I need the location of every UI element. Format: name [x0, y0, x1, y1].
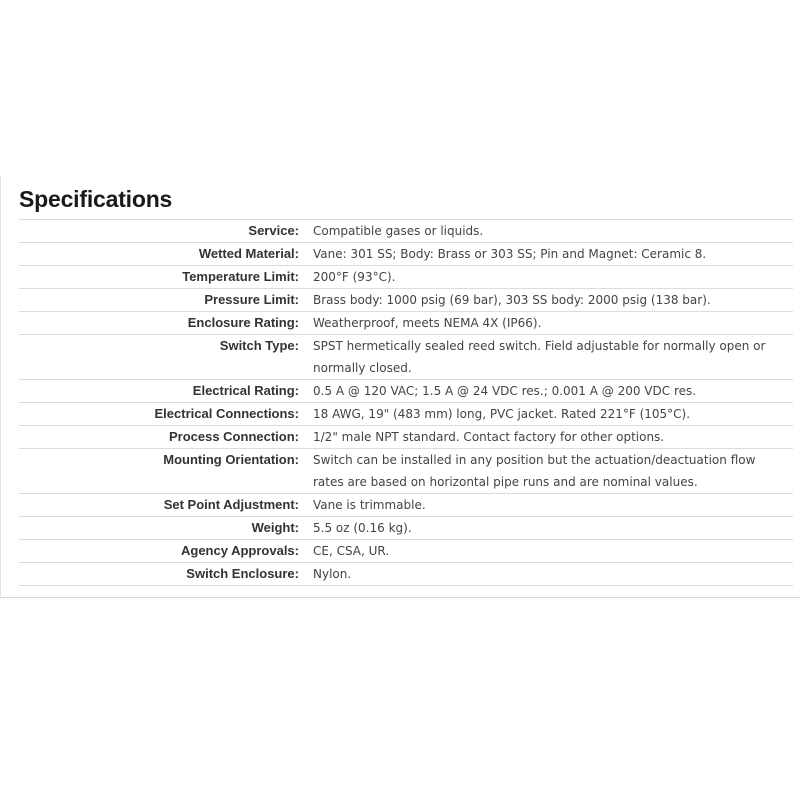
spec-value: Vane is trimmable. [313, 494, 793, 517]
spec-label: Service: [19, 220, 313, 243]
spec-value: SPST hermetically sealed reed switch. Field adjustable for normally open or normally closed. [313, 335, 793, 380]
spec-row-weight [19, 517, 793, 540]
spec-row-service [19, 220, 793, 243]
specifications-heading: Specifications [19, 186, 173, 212]
spec-value: 200°F (93°C). [313, 266, 793, 289]
spec-row-mounting-orientation [19, 449, 793, 494]
spec-value: 1/2" male NPT standard. Contact factory for other options. [313, 426, 793, 449]
spec-label: Switch Type: [19, 335, 313, 380]
spec-label: Electrical Connections: [19, 403, 313, 426]
spec-row-electrical-connections [19, 403, 793, 426]
spec-value: 0.5 A @ 120 VAC; 1.5 A @ 24 VDC res.; 0.001 A @ 200 VDC res. [313, 380, 793, 403]
spec-label: Temperature Limit: [19, 266, 313, 289]
spec-row-switch-enclosure [19, 563, 793, 586]
spec-label: Set Point Adjustment: [19, 494, 313, 517]
spec-value: Weatherproof, meets NEMA 4X (IP66). [313, 312, 793, 335]
spec-row-electrical-rating [19, 380, 793, 403]
spec-value: Nylon. [313, 563, 793, 586]
spec-value: Switch can be installed in any position but the actuation/deactuation flow rates are based on horizontal pipe runs and are nominal values. [313, 449, 793, 494]
spec-label: Switch Enclosure: [19, 563, 313, 586]
spec-value: Compatible gases or liquids. [313, 220, 793, 243]
spec-label: Enclosure Rating: [19, 312, 313, 335]
spec-label: Pressure Limit: [19, 289, 313, 312]
specifications-table [19, 219, 793, 586]
spec-label: Electrical Rating: [19, 380, 313, 403]
spec-row-temperature-limit [19, 266, 793, 289]
spec-row-wetted-material [19, 243, 793, 266]
spec-value: Brass body: 1000 psig (69 bar), 303 SS body: 2000 psig (138 bar). [313, 289, 793, 312]
spec-value: 5.5 oz (0.16 kg). [313, 517, 793, 540]
spec-label: Mounting Orientation: [19, 449, 313, 494]
spec-row-agency-approvals [19, 540, 793, 563]
specifications-panel [0, 176, 800, 598]
spec-value: Vane: 301 SS; Body: Brass or 303 SS; Pin and Magnet: Ceramic 8. [313, 243, 793, 266]
spec-row-pressure-limit [19, 289, 793, 312]
spec-row-switch-type [19, 335, 793, 380]
spec-value: CE, CSA, UR. [313, 540, 793, 563]
spec-label: Wetted Material: [19, 243, 313, 266]
spec-label: Process Connection: [19, 426, 313, 449]
spec-label: Weight: [19, 517, 313, 540]
spec-value: 18 AWG, 19" (483 mm) long, PVC jacket. Rated 221°F (105°C). [313, 403, 793, 426]
spec-row-set-point-adjustment [19, 494, 793, 517]
spec-row-enclosure-rating [19, 312, 793, 335]
spec-label: Agency Approvals: [19, 540, 313, 563]
spec-row-process-connection [19, 426, 793, 449]
